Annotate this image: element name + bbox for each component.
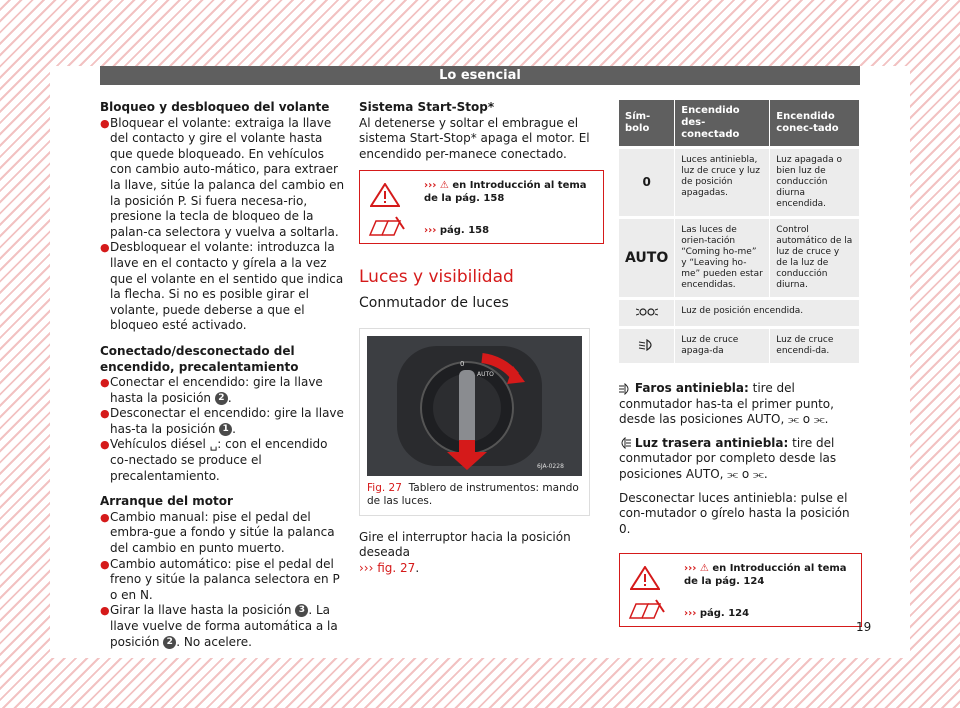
heading-ignition: Conectado/desconectado del encendido, precalentamiento <box>100 343 299 374</box>
position-badge: 2 <box>215 392 228 405</box>
low-beam-icon <box>638 339 656 351</box>
symbol-auto: AUTO <box>619 218 675 299</box>
instruction-text: Gire el interruptor hacia la posición deseada ››› fig. 27. <box>359 529 571 575</box>
warning-triangle-icon <box>630 566 660 590</box>
page-number: 19 <box>856 620 872 634</box>
rear-fog-text: Luz trasera antiniebla: tire del conmutador por completo desde las posiciones AUTO, ⫘ o ⫘. <box>619 435 837 481</box>
svg-text:AUTO: AUTO <box>477 370 494 378</box>
column-3 <box>619 100 862 627</box>
fog-light-icon <box>619 383 631 395</box>
list-item: ● Desconectar el encendido: gire la llave has-ta la posición 1 . <box>100 406 344 436</box>
rear-fog-light-icon <box>619 437 631 449</box>
figure-code: 6JA-0228 <box>537 462 564 470</box>
start-stop-text: Al detenerse y soltar el embrague el sistema Start-Stop* apaga el motor. El encendido per-manece conectado. <box>359 115 590 161</box>
list-item: ● Girar la llave hasta la posición 3 . La llave vuelve de forma automática a la posición 2 . No acelere. <box>100 603 338 649</box>
book-icon <box>628 598 666 620</box>
position-badge: 2 <box>163 636 176 649</box>
position-badge: 3 <box>295 604 308 617</box>
heading-start-stop: Sistema Start-Stop* <box>359 100 495 114</box>
figure-27 <box>359 328 590 516</box>
light-switch-table <box>619 100 860 363</box>
subsection-title: Conmutador de luces <box>359 294 509 311</box>
list-item: ● Vehículos diésel ␣: con el encendido co-nectado se produce el precalentamiento. <box>100 437 328 483</box>
warning-box: ››› ⚠ en Introducción al tema de la pág. 158 ››› pág. 158 <box>359 170 604 244</box>
position-badge: 1 <box>219 423 232 436</box>
heading-steering-lock: Bloqueo y desbloqueo del volante <box>100 100 330 114</box>
warning-ref-1[interactable]: en Introducción al tema de la pág. 124 <box>684 563 847 588</box>
table-row: AUTO Las luces de orien-tación “Coming ho-me” y “Leaving ho-me” pueden estar encendidas. Control automático de la luz de cruce y de la luz de conducción diurna. <box>619 218 860 299</box>
warning-ref-1[interactable]: en Introducción al tema de la pág. 158 <box>424 180 587 205</box>
heading-engine-start: Arranque del motor <box>100 494 233 509</box>
figure-caption: Fig. 27 Tablero de instrumentos: mando de las luces. <box>367 481 579 507</box>
page-header: Lo esencial <box>100 66 860 85</box>
column-2 <box>359 100 604 576</box>
list-item: ● Bloquear el volante: extraiga la llave del contacto y gire el volante hasta que quede bloqueado. En vehículos con cambio auto-mático, para extraer la llave, sitúe la palanca del cambio en la posición P. Si fuera necesa-rio, presione la tecla de bloqueo de la palan-ca selectora y vuelva a soltarla. <box>100 115 345 239</box>
table-row: Luz de cruce apaga-da Luz de cruce encendi-da. <box>619 328 860 364</box>
position-light-icon <box>636 306 658 318</box>
list-item: ● Desbloquear el volante: introduzca la llave en el contacto y gírela a la vez que el volante en el sentido que indica la flecha. Si no es posible girar el volante, puede deberse a que el bloqueo esté activado. <box>100 240 344 333</box>
list-item: ● Conectar el encendido: gire la llave hasta la posición 2 . <box>100 375 323 405</box>
table-header: Encendido des-conectado <box>675 100 770 148</box>
table-row: 0 Luces antiniebla, luz de cruce y luz de posición apagadas. Luz apagada o bien luz de conducción diurna encendida. <box>619 148 860 218</box>
list-item: ● Cambio manual: pise el pedal del embra-gue a fondo y sitúe la palanca del cambio en punto muerto. <box>100 509 335 556</box>
symbol-zero: 0 <box>619 148 675 218</box>
column-1 <box>100 100 345 650</box>
table-row: Luz de posición encendida. <box>619 299 860 328</box>
list-item: ● Cambio automático: pise el pedal del freno y sitúe la palanca selectora en P o en N. <box>100 556 340 602</box>
table-header: Encendido conec-tado <box>770 100 860 148</box>
disable-fog-text: Desconectar luces antiniebla: pulse el con-mutador o gírelo hasta la posición 0. <box>619 490 850 536</box>
light-switch-photo <box>367 336 582 476</box>
book-icon <box>368 215 406 237</box>
figure-link[interactable]: fig. 27 <box>377 560 416 575</box>
warning-box: ››› ⚠ en Introducción al tema de la pág. 124 ››› pág. 124 <box>619 553 862 627</box>
section-title: Luces y visibilidad <box>359 267 514 288</box>
table-header: Sím-bolo <box>619 100 675 148</box>
warning-ref-2[interactable]: pág. 124 <box>699 608 750 620</box>
svg-text:0: 0 <box>460 359 465 368</box>
warning-triangle-icon <box>370 183 400 207</box>
fog-lights-text: Faros antiniebla: tire del conmutador has-ta el primer punto, desde las posiciones AUTO, ⫘ o ⫘. <box>619 381 834 427</box>
warning-ref-2[interactable]: pág. 158 <box>439 225 490 237</box>
